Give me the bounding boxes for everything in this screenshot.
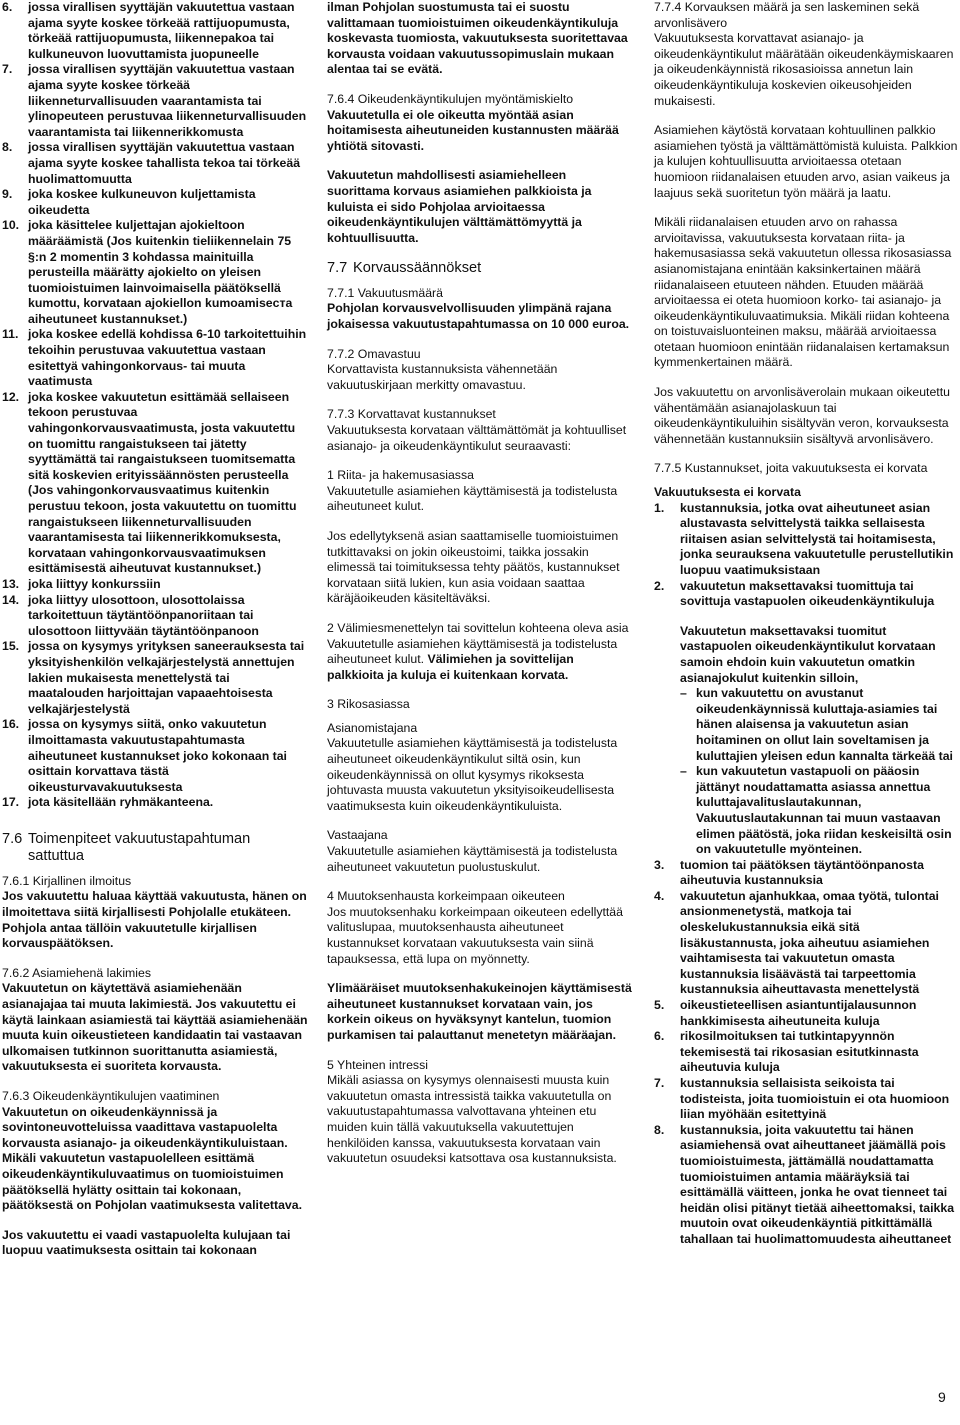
- subheading-7-6-4: 7.6.4 Oikeudenkäyntikulujen myöntämiskielto: [327, 91, 574, 106]
- paragraph: Vakuutetulle asiamiehen käyttämisestä ja todistelusta aiheutuneet oikeudenkäyntikulut siltä osin, kun oikeudenkäynnissä on ollut kysymys rikoksesta johtuvasta muusta vakuutetun yksityisoikeudellisesta vaatimuksesta kuin oikeudenkäyntikuluista.: [327, 736, 618, 813]
- column-middle: [327, 0, 632, 1167]
- list-item: 8. kustannuksia, joita vakuutettu tai hänen asiamiehensä ovat aiheuttaneet jäämällä pois tuomioistuimesta, jättämällä noudattamatta tuomioistuimen antamia määräyksiä tai esittämällä väitteen, jonka he ovat tienneet tai heidän olisi pitänyt tietää aiheettomaksi, taikka muutoin ovat oikeudenkäyntiä pitkittämällä tahallaan tai huolimattomuudesta aiheuttaneet: [654, 1122, 955, 1246]
- paragraph: Vakuutetulle asiamiehen käyttämisestä ja todistelusta aiheutuneet vakuutetun puolustuskulut.: [327, 844, 618, 874]
- subheading-muutoksenhaku: 4 Muutoksenhausta korkeimpaan oikeuteen: [327, 889, 565, 904]
- list-item: 8. jossa virallisen syyttäjän vakuutettua vastaan ajama syyte koskee tahallista tekoa tai törkeää huolimattomuutta: [2, 140, 301, 186]
- list-item: 6. jossa virallisen syyttäjän vakuutettua vastaan ajama syyte koskee törkeää rattijuopumusta, törkeää rattijuopumusta, liikennepakoa tai kulkuneuvon luovuttamista juopuneelle: [2, 0, 295, 61]
- column-right: [654, 0, 958, 1248]
- paragraph: Vakuutetulla ei ole oikeutta myöntää asian hoitamisesta aiheutuneiden kustannusten määrää yhtiötä sitovasti.: [327, 107, 619, 153]
- paragraph: Vakuutetulle asiamiehen käyttämisestä ja todistelusta aiheutuneet kulut.: [327, 483, 618, 514]
- list-item: 6. rikosilmoituksen tai tutkintapyynnön tekemisestä tai rikosasian esitutkinnasta aiheutuvia kuluja: [654, 1029, 919, 1075]
- paragraph: Asiamiehen käytöstä korvataan kohtuullinen palkkio asiamiehen työstä ja välttämättömistä kuluista. Palkkion ja kulujen kohtuullisuutta arvioitaessa otetaan huomioon riidanalaisen etuuden arvo, asian vaikeus ja laajuus sekä suoritetun työn määrä ja laatu.: [654, 123, 958, 200]
- subheading-7-6-1: 7.6.1 Kirjallinen ilmoitus: [2, 873, 132, 888]
- paragraph: Jos vakuutettu haluaa käyttää vakuutusta, hänen on ilmoitettava siitä kirjallisesti Pohjolalle etukäteen. Pohjola antaa tällöin vakuutetulle kirjallisen korvauspäätöksen.: [2, 889, 307, 951]
- not-covered-list-continued: [654, 858, 958, 1248]
- paragraph: Vakuutetulle asiamiehen käyttämisestä ja todistelusta aiheutuneet kulut. Välimiehen ja sovittelijan palkkioita ja kuluja ei kuitenkaan korvata.: [327, 636, 618, 682]
- paragraph: Ylimääräiset muutoksenhakukeinojen käyttämisestä aiheutuneet kustannukset korvataan vain, jos korkein oikeus on hyväksynyt kantelun, tuomion purkamisen tai palauttanut menetetyn määräajan.: [327, 981, 632, 1042]
- subheading-7-6-3: 7.6.3 Oikeudenkäyntikulujen vaatiminen: [2, 1089, 220, 1103]
- paragraph: Vakuutuksesta korvataan välttämättömät ja kohtuulliset asianajo- ja oikeudenkäyntikulut seuraavasti:: [327, 422, 627, 453]
- paragraph: Mikäli asiassa on kysymys olennaisesti muusta kuin vakuutetun omasta intressistä taikka vakuutetulla on vakuutustapahtumassa valvottavana yhteinen etu muiden kuin tällä vakuutuksella vakuutettujen henkilöiden kanssa, vakuutuksesta korvataan vain vakuutetun osuudeksi katsottava osa kustannuksista.: [327, 1073, 617, 1166]
- list-item: 4. vakuutetun ajanhukkaa, omaa työtä, tulontai ansionmenetystä, matkoja tai oleskelukustannuksia eikä sitä lisäkustannusta, joka aiheutuu asiamiehen vaihtamisesta tai vakuutetun omasta kustannuksia lisäävästä tai tarpeettomia kustannuksia aiheuttavasta menettelystä: [654, 888, 939, 997]
- subheading-not-covered: Vakuutuksesta ei korvata: [654, 485, 801, 500]
- paragraph: Vakuutetun on käytettävä asiamiehenään asianajajaa tai muuta lakimiestä. Jos vakuutettu ei käytä lainkaan asiamiestä tai käyttää asiamiehenään muuta kuin oikeustieteen kandidaatin tai vastaavan ulkomaisen tutkinnon suorittanutta asiamiestä, vakuutuksesta ei suoriteta korvausta.: [2, 981, 308, 1074]
- section-heading-7-7: 7.7 Korvaussäännökset: [327, 260, 482, 277]
- list-item: 13. joka liittyy konkurssiin: [2, 576, 161, 591]
- paragraph: Mikäli riidanalaisen etuuden arvo on rahassa arvioitavissa, vakuutuksesta korvataan riita- ja hakemusasiassa sekä vakuutetun ollessa rikosasiassa asianomistajana enintään kaksinkertainen määrä riidanalaiseen etuuteen nähden. Etuuden määrää arvioitaessa ei oteta huomioon korko- tai asianajo- ja oikeudenkäyntikuluvaatimuksia. Mikäli riidan kohteena on toistuvaisluonteinen maksu, määrää arvioitaessa otetaan huomioon enintään riidanalaisen kertamaksun kymmenkertainen määrä.: [654, 215, 952, 370]
- paragraph: Jos vakuutettu on arvonlisäverolain mukaan oikeutettu vähentämään asianajolaskuun tai oikeudenkäyntikuluihin sisältyvän veron, korvauksesta vähennetään kustannuksiin sisältyvä arvonlisävero.: [654, 385, 950, 446]
- subheading-7-7-5: 7.7.5 Kustannukset, joita vakuutuksesta ei korvata: [654, 461, 928, 476]
- list-item: 9. joka koskee kulkuneuvon kuljettamista oikeudetta: [2, 187, 256, 217]
- list-item: 12. joka koskee vakuutetun esittämää sellaiseen tekoon perustuvaa vahingonkorvausvaatimusta, josta vakuutettu on tuomittu rangaistukseen tai jätetty syyttämättä tai rangaistukseen tuomitsematta sitä koskevien erityissäännösten perusteella (Jos vahingonkorvausvaatimus kuitenkin perustuu tekoon, josta vakuutettu on tuomittu rangaistukseen liikenneturvallisuuden vaarantamisesta tai liikennerikkomuksesta, korvataan vahingonkorvausvaatimuksen esittämisestä aiheutuvat kustannukset.): [2, 389, 297, 576]
- subheading-7-7-1: 7.7.1 Vakuutusmäärä: [327, 285, 443, 300]
- paragraph: Pohjolan korvausvelvollisuuden ylimpänä rajana jokaisessa vakuutustapahtumassa on 10 000 euroa.: [327, 301, 630, 331]
- paragraph: Korvattavista kustannuksista vähennetään vakuutuskirjaan merkitty omavastuu.: [327, 362, 558, 392]
- paragraph: Jos muutoksenhaku korkeimpaan oikeuteen edellyttää valituslupaa, muutoksenhausta aiheutuneet kustannukset korvataan vakuutuksesta vain siinä tapauksessa, että lupa on myönnetty.: [327, 904, 623, 966]
- list-item: 5. oikeustieteellisen asiantuntijalausunnon hankkimisesta aiheutuneita kuluja: [654, 998, 917, 1028]
- list-item: 2. vakuutetun maksettavaksi tuomittuja tai sovittuja vastapuolen oikeudenkäyntikuluja: [654, 578, 935, 609]
- section-heading-7-6: 7.6 Toimenpiteet vakuutustapahtuman sattuttua: [2, 830, 251, 865]
- paragraph: Vakuutetun maksettavaksi tuomitut vastapuolen oikeudenkäyntikulut korvataan samoin ehdoin kuin vakuutetun omatkin asianajokulut kuitenkin silloin,: [680, 623, 936, 685]
- subheading-intressi: 5 Yhteinen intressi: [327, 1057, 428, 1072]
- subheading-7-7-4: 7.7.4 Korvauksen määrä ja sen laskeminen sekä arvonlisävero: [654, 0, 920, 30]
- dash-item: – kun vakuutetun vastapuoli on pääosin jättänyt noudattamatta asiassa annettua kuluttajavalituslautakunnan, Vakuutuslautakunnan tai muun vastaavan elimen päätöstä, joka riidan keskeisiltä osin on vakuutetulle myönteinen.: [680, 764, 952, 857]
- paragraph: Vakuutetun on oikeudenkäynnissä ja sovintoneuvotteluissa vaadittava vastapuolelta korvausta asianajo- ja oikeudenkäyntikuluistaan. Mikäli vakuutetun vastapuolelleen esittämä oikeudenkäyntikuluvaatimus on tuomioistuimen päätöksellä hylätty osittain tai kokonaan, päätöksestä on Pohjolan vaatimuksesta valitettava.: [2, 1104, 303, 1213]
- dash-list: [654, 686, 958, 858]
- list-item: 11. joka koskee edellä kohdissa 6-10 tarkoitettuihin tekoihin perustuvaa vakuutettua vastaan esitettyä vahingonkorvaus- tai muuta vaatimusta: [2, 327, 307, 389]
- paragraph: Vakuutuksesta korvattavat asianajo- ja oikeudenkäyntikulut määrätään oikeudenkäymiskaaren ja oikeudenkäynnistä rikosasioissa annetun lain oikeudenkäyntikuluja koskevien oikeusohjeiden mukaisesti.: [654, 31, 954, 108]
- list-item: 16. jossa on kysymys siitä, onko vakuutetun ilmoittamasta vakuutustapahtumasta aiheutuneet kustannukset joko kokonaan tai osittain korvattava tästä oikeusturvavakuutuksesta: [2, 717, 287, 794]
- subheading-riita: 1 Riita- ja hakemusasiassa: [327, 468, 474, 483]
- subheading-7-7-3: 7.7.3 Korvattavat kustannukset: [327, 407, 496, 422]
- list-item: 14. joka liittyy ulosottoon, ulosottolaissa tarkoitettuun täytäntöönpanoriitaan tai ulosottoon liittyvään täytäntöönpanoon: [2, 592, 259, 638]
- paragraph: Vakuutetun mahdollisesti asiamiehelleen suorittama korvaus asiamiehen palkkioista ja kuluista ei sido Pohjolaa arvioitaessa oikeudenkäyntikulujen välttämättömyyttä ja kohtuullisuutta.: [327, 168, 592, 245]
- not-covered-list: [654, 501, 958, 610]
- list-item: 7. kustannuksia sellaisista seikoista tai todisteista, joita tuomioistuin ei ota huomioon liian myöhään esitettyinä: [654, 1076, 950, 1122]
- column-left: [2, 0, 308, 1259]
- subheading-vastaaja: Vastaajana: [327, 828, 388, 843]
- list-item: 10. joka käsittelee kuljettajan ajokieltoon määräämistä (Jos kuitenkin tieliikennelain 75 §:n 2 momentin 3 kohdassa mainituilla perusteilla määrätty ajokielto on yleisen tuomioistuimen lainvoimaisella päätöksellä kumottu, korvataan ajokiellon kumoamiseста aiheutuneet kustannukset.): [2, 218, 293, 326]
- paragraph: Jos vakuutettu ei vaadi vastapuolelta kulujaan tai luopuu vaatimuksesta osittain tai kokonaan: [2, 1227, 291, 1258]
- paragraph: ilman Pohjolan suostumusta tai ei suostu valittamaan tuomioistuimen oikeudenkäyntikuluja koskevasta tuomiosta, vakuutuksesta suoritettavaa korvausta voidaan vakuutussopimuslain mukaan alentaa tai se evätä.: [327, 0, 628, 77]
- list-item: 7. jossa virallisen syyttäjän vakuutettua vastaan ajama syyte koskee törkeää liikenneturvallisuuden vaarantamista tai ylinopeuteen perustuvaa liikenneturvallisuuden vaarantamista tai liikennerikkomusta: [2, 62, 307, 139]
- list-item: 17. jota käsitellään ryhmäkanteena.: [2, 795, 214, 810]
- exclusion-list: [2, 0, 308, 811]
- subheading-valimies: 2 Välimiesmenettelyn tai sovittelun kohteena oleva asia: [327, 620, 629, 635]
- subheading-asianomistaja: Asianomistajana: [327, 720, 418, 735]
- dash-item: – kun vakuutettu on avustanut oikeudenkäynnissä kuluttaja-asiamies tai hänen alaisensa ja vakuutetun asian hoitaminen on ollut lain soveltamisen ja kuluttajien yleisen edun kannalta tärkeää tai: [680, 686, 953, 763]
- page-number: 9: [938, 1389, 946, 1405]
- paragraph: Jos edellytyksenä asian saattamiselle tuomioistuimen tutkittavaksi on jokin oikeustoimi, taikka jossakin elimessä tai toimituksessa tehty päätös, kustannukset korvataan siitä lukien, kun asia voidaan saattaa käräjäoikeuden käsiteltäväksi.: [327, 528, 620, 606]
- list-item: 15. jossa on kysymys yrityksen saneerauksesta tai yksityishenkilön velkajärjestelystä annettujen lakien mukaisesta menettelystä tai maatalouden harjoittajan vapaaehtoisesta velkajärjestelystä: [2, 639, 305, 716]
- list-item: 3. tuomion tai päätöksen täytäntöönpanosta aiheutuvia kustannuksia: [654, 857, 924, 888]
- subheading-rikos: 3 Rikosasiassa: [327, 697, 410, 712]
- subheading-7-6-2: 7.6.2 Asiamiehenä lakimies: [2, 965, 152, 980]
- list-item: 1. kustannuksia, jotka ovat aiheutuneet asian alustavasta selvittelystä taikka sellaisesta riitaisen asian selvittelystä tai hoitamisesta, jonka seurauksena vakuutetulle perustellutikin luopuu vaatimuksistaan: [654, 500, 954, 577]
- subheading-7-7-2: 7.7.2 Omavastuu: [327, 346, 421, 361]
